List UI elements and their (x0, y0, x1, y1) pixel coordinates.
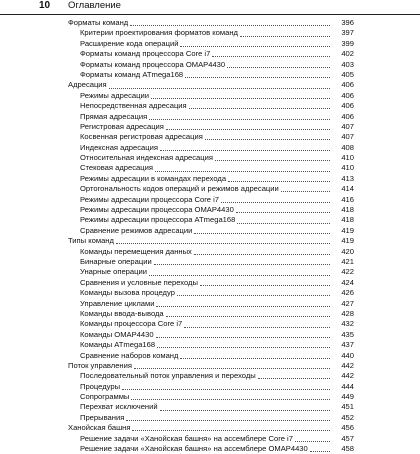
toc-subsection-row (0, 257, 420, 267)
dot-leader (160, 409, 330, 411)
toc-subsection-row (0, 382, 420, 392)
toc-entry-page: 418 (341, 205, 354, 215)
toc-entry-title: Режимы адресации процессора Core i7 (80, 194, 220, 204)
toc-entry-title: Прямая адресация (80, 111, 148, 121)
dot-leader (122, 388, 330, 390)
toc-entry-title: Команды процессора Core i7 (80, 319, 183, 329)
toc-entry-title: Поток управления (68, 360, 132, 370)
dot-leader (157, 346, 330, 348)
toc-subsection-row (0, 132, 420, 142)
toc-subsection-row (0, 205, 420, 215)
toc-entry-title: Унарные операции (80, 267, 147, 277)
toc-entry-title: Команды ввода-вывода (80, 308, 164, 318)
toc-subsection-row (0, 402, 420, 412)
toc-entry-title: Сравнение наборов команд (80, 350, 179, 360)
toc-subsection-row (0, 122, 420, 132)
toc-entry-page: 437 (341, 340, 354, 350)
toc-subsection-row (0, 434, 420, 444)
dot-leader (126, 419, 330, 421)
toc-subsection-row (0, 70, 420, 80)
toc-entry-title: Команды вызова процедур (80, 288, 175, 298)
toc-entry-page: 457 (341, 433, 354, 443)
dot-leader (194, 253, 330, 255)
toc-entry-title: Ортогональность кодов операций и режимов адресации (80, 184, 279, 194)
dot-leader (156, 336, 330, 338)
toc-subsection-row (0, 184, 420, 194)
toc-entry-title: Режимы адресации процессора ATmega168 (80, 215, 236, 225)
toc-subsection-row (0, 163, 420, 173)
toc-entry-title: Решение задачи «Ханойская башня» на ассемблере Core i7 (80, 433, 293, 443)
dot-leader (131, 398, 330, 400)
page-number: 10 (39, 0, 51, 11)
toc-subsection-row (0, 288, 420, 298)
dot-leader (116, 242, 330, 244)
toc-entry-page: 396 (341, 18, 354, 27)
dot-leader (151, 97, 330, 99)
toc-entry-page: 402 (341, 49, 354, 59)
toc-subsection-row (0, 330, 420, 340)
toc-entry-title: Команды перемещения данных (80, 246, 192, 256)
toc-entry-page: 407 (341, 132, 354, 142)
dot-leader (155, 170, 330, 172)
toc-subsection-row (0, 351, 420, 361)
dot-leader (295, 440, 330, 442)
toc-subsection-row (0, 143, 420, 153)
toc-subsection-row (0, 195, 420, 205)
dot-leader (215, 159, 330, 161)
toc-entry-title: Форматы команд процессора OMAP4430 (80, 59, 226, 69)
dot-leader (227, 66, 330, 68)
toc-entry-title: Режимы адресации процессора OMAP4430 (80, 205, 234, 215)
toc-entry-page: 410 (341, 163, 354, 173)
dot-leader (156, 305, 330, 307)
toc-subsection-row (0, 247, 420, 257)
toc-subsection-row (0, 91, 420, 101)
toc-entry-title: Режимы адресации в командах перехода (80, 173, 227, 183)
toc-entry-page: 408 (341, 142, 354, 152)
toc-entry-title: Типы команд (68, 236, 114, 246)
table-of-contents (0, 18, 420, 454)
toc-entry-title: Адресация (68, 80, 107, 90)
toc-entry-title: Стековая адресация (80, 163, 153, 173)
toc-subsection-row (0, 174, 420, 184)
toc-entry-page: 452 (341, 412, 354, 422)
toc-subsection-row (0, 392, 420, 402)
toc-entry-page: 432 (341, 319, 354, 329)
dot-leader (160, 149, 330, 151)
toc-entry-page: 426 (341, 288, 354, 298)
toc-entry-page: 405 (341, 69, 354, 79)
toc-subsection-row (0, 112, 420, 122)
dot-leader (166, 128, 330, 130)
toc-entry-page: 403 (341, 59, 354, 69)
toc-entry-title: Непосредственная адресация (80, 101, 187, 111)
toc-entry-page: 419 (341, 225, 354, 235)
toc-entry-title: Регистровая адресация (80, 121, 164, 131)
dot-leader (154, 263, 330, 265)
toc-entry-title: Расширение кода операций (80, 38, 179, 48)
toc-entry-title: Ханойская башня (68, 423, 131, 433)
dot-leader (194, 232, 330, 234)
toc-entry-page: 413 (341, 173, 354, 183)
toc-entry-title: Бинарные операции (80, 256, 152, 266)
dot-leader (130, 24, 330, 26)
toc-entry-page: 407 (341, 121, 354, 131)
toc-section-row (0, 236, 420, 246)
dot-leader (184, 326, 330, 328)
dot-leader (236, 211, 330, 213)
dot-leader (185, 76, 330, 78)
toc-entry-page: 416 (341, 194, 354, 204)
toc-subsection-row (0, 299, 420, 309)
toc-section-row (0, 423, 420, 433)
toc-entry-page: 420 (341, 246, 354, 256)
toc-entry-title: Команды ATmega168 (80, 340, 156, 350)
dot-leader (221, 201, 330, 203)
dot-leader (237, 222, 330, 224)
toc-entry-title: Перехват исключений (80, 402, 158, 412)
toc-subsection-row (0, 444, 420, 454)
dot-leader (228, 180, 330, 182)
toc-subsection-row (0, 371, 420, 381)
dot-leader (180, 45, 330, 47)
toc-entry-title: Сравнения и условные переходы (80, 277, 198, 287)
toc-entry-title: Косвенная регистровая адресация (80, 132, 203, 142)
toc-entry-page: 424 (341, 277, 354, 287)
dot-leader (205, 138, 330, 140)
toc-entry-page: 442 (341, 360, 354, 370)
toc-entry-page: 421 (341, 256, 354, 266)
toc-entry-page: 406 (341, 111, 354, 121)
toc-subsection-row (0, 340, 420, 350)
toc-entry-page: 406 (341, 101, 354, 111)
toc-entry-page: 444 (341, 381, 354, 391)
toc-entry-page: 435 (341, 329, 354, 339)
dot-leader (180, 357, 330, 359)
toc-entry-page: 418 (341, 215, 354, 225)
toc-subsection-row (0, 28, 420, 38)
page-header (0, 0, 420, 15)
dot-leader (166, 315, 330, 317)
toc-entry-title: Критерии проектирования форматов команд (80, 28, 238, 38)
toc-entry-title: Сравнение режимов адресации (80, 225, 193, 235)
dot-leader (258, 377, 330, 379)
toc-entry-title: Относительная индексная адресация (80, 153, 213, 163)
toc-entry-page: 419 (341, 236, 354, 246)
toc-section-row (0, 361, 420, 371)
toc-entry-page: 410 (341, 153, 354, 163)
dot-leader (310, 450, 330, 452)
dot-leader (149, 274, 330, 276)
toc-section-row (0, 80, 420, 90)
dot-leader (200, 284, 330, 286)
toc-entry-title: Решение задачи «Ханойская башня» на ассемблере OMAP4430 (80, 444, 308, 454)
toc-section-row (0, 18, 420, 28)
toc-entry-page: 427 (341, 298, 354, 308)
toc-entry-title: Сопрограммы (80, 392, 130, 402)
toc-subsection-row (0, 413, 420, 423)
toc-subsection-row (0, 101, 420, 111)
dot-leader (132, 429, 330, 431)
toc-entry-page: 397 (341, 28, 354, 38)
dot-leader (134, 367, 330, 369)
toc-entry-title: Режимы адресации (80, 90, 149, 100)
toc-entry-title: Процедуры (80, 381, 121, 391)
toc-subsection-row (0, 153, 420, 163)
running-title: Оглавление (68, 0, 121, 11)
toc-subsection-row (0, 319, 420, 329)
toc-entry-page: 428 (341, 308, 354, 318)
toc-entry-page: 456 (341, 423, 354, 433)
dot-leader (149, 118, 330, 120)
toc-subsection-row (0, 267, 420, 277)
toc-entry-title: Форматы команд ATmega168 (80, 69, 184, 79)
toc-subsection-row (0, 60, 420, 70)
toc-entry-title: Форматы команд (68, 18, 129, 27)
toc-subsection-row (0, 215, 420, 225)
toc-entry-page: 451 (341, 402, 354, 412)
dot-leader (177, 294, 330, 296)
toc-entry-title: Команды OMAP4430 (80, 329, 154, 339)
toc-subsection-row (0, 278, 420, 288)
toc-entry-page: 406 (341, 90, 354, 100)
toc-entry-page: 399 (341, 38, 354, 48)
dot-leader (189, 107, 330, 109)
toc-entry-page: 414 (341, 184, 354, 194)
toc-entry-title: Прерывания (80, 412, 125, 422)
dot-leader (240, 35, 330, 37)
toc-entry-page: 422 (341, 267, 354, 277)
toc-entry-title: Форматы команд процессора Core i7 (80, 49, 211, 59)
toc-entry-page: 406 (341, 80, 354, 90)
toc-subsection-row (0, 226, 420, 236)
toc-entry-title: Последовательный поток управления и переходы (80, 371, 256, 381)
toc-subsection-row (0, 49, 420, 59)
dot-leader (212, 55, 330, 57)
toc-entry-page: 449 (341, 392, 354, 402)
dot-leader (281, 190, 330, 192)
toc-entry-page: 440 (341, 350, 354, 360)
dot-leader (109, 87, 330, 89)
toc-entry-page: 458 (341, 444, 354, 454)
toc-entry-page: 442 (341, 371, 354, 381)
toc-subsection-row (0, 309, 420, 319)
toc-entry-title: Управление циклами (80, 298, 155, 308)
toc-subsection-row (0, 39, 420, 49)
toc-entry-title: Индексная адресация (80, 142, 158, 152)
